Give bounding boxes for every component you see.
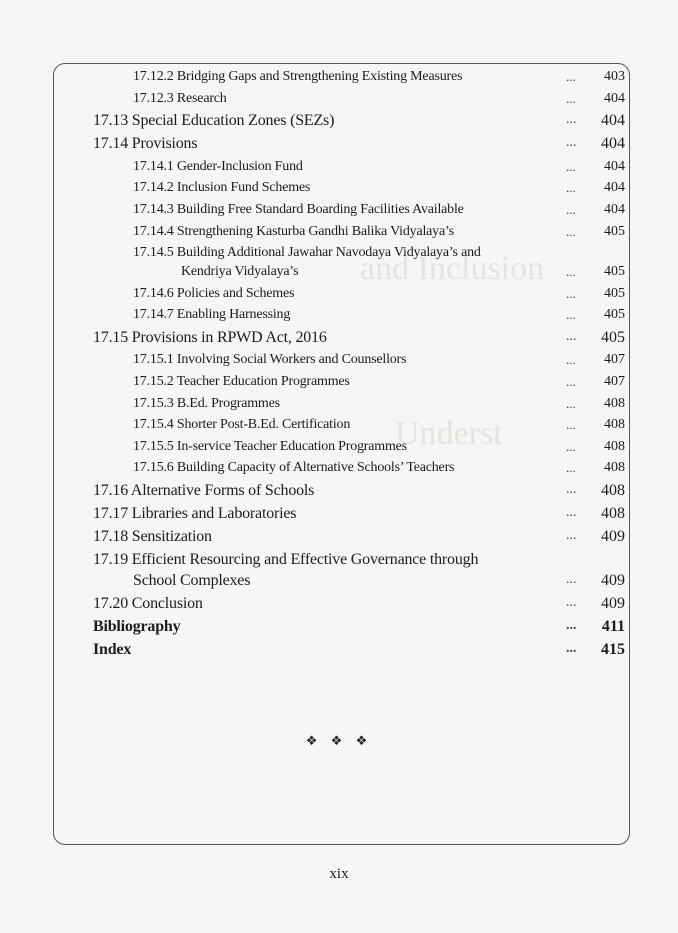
toc-entry-title: 17.15.6 Building Capacity of Alternative Schools’ Teachers — [133, 460, 455, 475]
toc-page-number: 408 — [604, 439, 625, 454]
toc-entry-title: 17.17 Libraries and Laboratories — [93, 505, 297, 522]
toc-page-number: 408 — [601, 505, 625, 522]
toc-page-number: 411 — [601, 618, 625, 635]
toc-entry-title: 17.18 Sensitization — [93, 528, 212, 545]
toc-leader-dots: ... — [566, 329, 577, 344]
toc-page-number: 404 — [601, 112, 625, 129]
toc-page-number: 404 — [604, 159, 625, 174]
toc-entry-title-continuation: School Complexes — [133, 572, 251, 589]
toc-leader-dots: ... — [566, 595, 577, 610]
toc-page-number: 405 — [604, 224, 625, 239]
toc-page-number: 408 — [604, 417, 625, 432]
toc-page-number: 407 — [604, 374, 625, 389]
toc-page-number: 405 — [601, 329, 625, 346]
toc-page-number: 405 — [604, 264, 625, 279]
toc-entry-title: 17.14 Provisions — [93, 135, 198, 152]
toc-page-number: 404 — [601, 135, 625, 152]
toc-leader-dots: ... — [566, 264, 576, 279]
toc-page-number: 404 — [604, 180, 625, 195]
toc-page-number: 407 — [604, 352, 625, 367]
ornament-divider: ❖ ❖ ❖ — [305, 733, 373, 748]
toc-entry-title: 17.12.3 Research — [133, 91, 227, 106]
toc-entry-title: 17.20 Conclusion — [93, 595, 203, 612]
toc-leader-dots: ... — [566, 69, 576, 84]
toc-entry-title: 17.15.2 Teacher Education Programmes — [133, 374, 350, 389]
toc-leader-dots: ... — [566, 417, 576, 432]
toc-entry-title-continuation: Kendriya Vidyalaya’s — [181, 264, 299, 279]
toc-page-number: 405 — [604, 307, 625, 322]
toc-leader-dots: ... — [566, 572, 577, 587]
toc-leader-dots: ... — [566, 91, 576, 106]
toc-entry-title: 17.14.2 Inclusion Fund Schemes — [133, 180, 311, 195]
toc-page-number: 408 — [601, 482, 625, 499]
toc-leader-dots: ... — [566, 482, 577, 497]
show-through-text: and Inclusion — [360, 250, 545, 287]
toc-entry-title: 17.14.1 Gender-Inclusion Fund — [133, 159, 303, 174]
toc-leader-dots: ... — [566, 396, 576, 411]
show-through-text: Underst — [395, 415, 503, 452]
toc-entry-title: 17.19 Efficient Resourcing and Effective Governance through — [93, 551, 479, 568]
toc-entry-title: 17.15 Provisions in RPWD Act, 2016 — [93, 329, 327, 346]
page-number-folio: xix — [329, 866, 349, 882]
toc-page-number: 404 — [604, 91, 625, 106]
toc-entry-title: 17.14.7 Enabling Harnessing — [133, 307, 291, 322]
toc-page-number: 404 — [604, 202, 625, 217]
toc-leader-dots: ... — [566, 505, 577, 520]
toc-leader-dots: ... — [566, 374, 576, 389]
toc-entry-title: 17.15.3 B.Ed. Programmes — [133, 396, 280, 411]
toc-leader-dots: ... — [566, 202, 576, 217]
toc-entry-title: 17.14.6 Policies and Schemes — [133, 286, 295, 301]
toc-page-number: 408 — [604, 460, 625, 475]
toc-entry-title: 17.16 Alternative Forms of Schools — [93, 482, 315, 499]
toc-leader-dots: ... — [566, 224, 576, 239]
toc-leader-dots: ... — [566, 159, 576, 174]
toc-leader-dots: ... — [566, 460, 576, 475]
toc-page-number: 409 — [601, 528, 625, 545]
toc-entry-title: 17.12.2 Bridging Gaps and Strengthening Existing Measures — [133, 69, 463, 84]
toc-entry-title: 17.14.4 Strengthening Kasturba Gandhi Balika Vidyalaya’s — [133, 224, 454, 239]
toc-entry-title: 17.15.5 In-service Teacher Education Programmes — [133, 439, 407, 454]
toc-page-number: 405 — [604, 286, 625, 301]
toc-entry-title: 17.15.4 Shorter Post-B.Ed. Certification — [133, 417, 351, 432]
toc-entry-title: 17.15.1 Involving Social Workers and Counsellors — [133, 352, 407, 367]
toc-page-number: 403 — [604, 69, 625, 84]
toc-page-number: 409 — [601, 572, 625, 589]
toc-leader-dots: ... — [566, 180, 576, 195]
toc-leader-dots: ... — [566, 286, 576, 301]
toc-leader-dots: ... — [566, 135, 577, 150]
toc-leader-dots: ... — [566, 528, 577, 543]
toc-page-number: 415 — [601, 641, 625, 658]
toc-entry-title: Bibliography — [93, 618, 181, 635]
toc-leader-dots: ... — [566, 112, 577, 127]
toc-entry-title: 17.13 Special Education Zones (SEZs) — [93, 112, 335, 129]
toc-entry-title: 17.14.3 Building Free Standard Boarding Facilities Available — [133, 202, 464, 217]
toc-leader-dots: ... — [566, 618, 577, 633]
toc-entry-title: 17.14.5 Building Additional Jawahar Navodaya Vidyalaya’s and — [133, 245, 481, 260]
toc-leader-dots: ... — [566, 641, 577, 656]
toc-entry-title: Index — [93, 641, 132, 658]
toc-leader-dots: ... — [566, 307, 576, 322]
toc-page-number: 408 — [604, 396, 625, 411]
toc-page-number: 409 — [601, 595, 625, 612]
toc-leader-dots: ... — [566, 352, 576, 367]
toc-leader-dots: ... — [566, 439, 576, 454]
